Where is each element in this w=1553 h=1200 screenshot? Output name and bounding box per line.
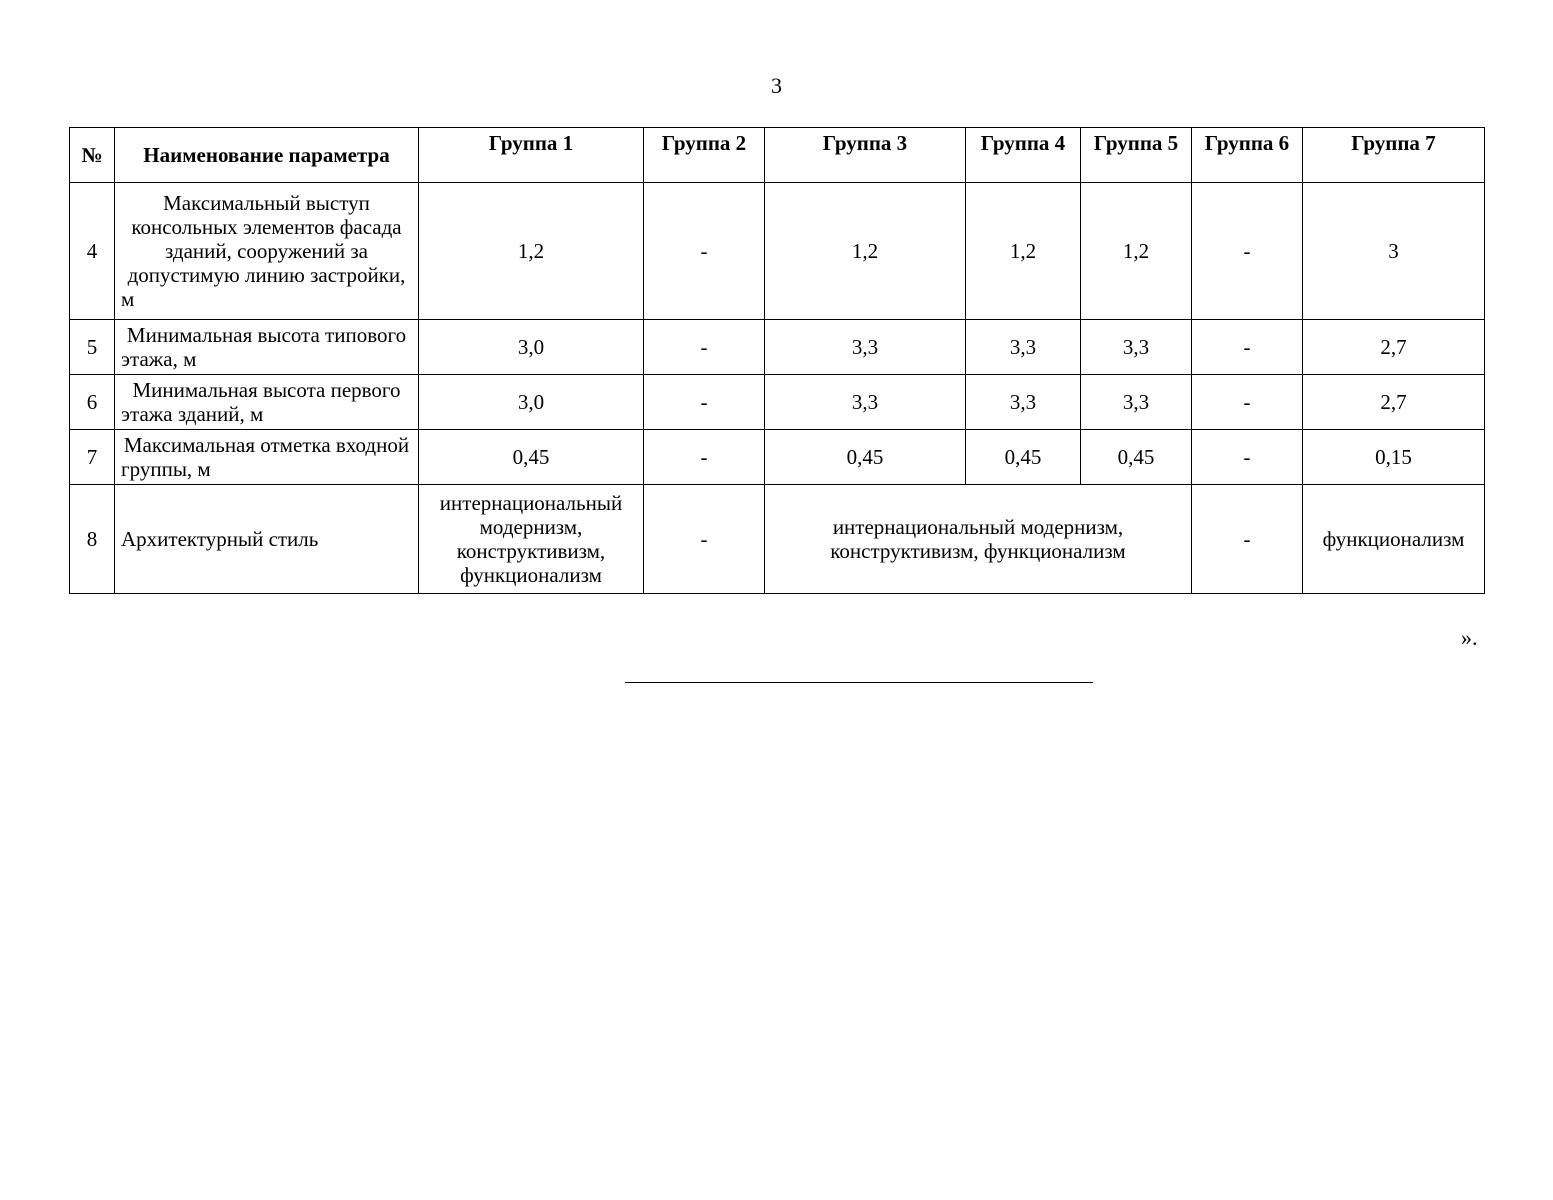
cell-group-4: 3,3 [966,375,1081,430]
header-group-3: Группа 3 [765,128,966,183]
cell-group-7: 3 [1303,183,1485,320]
cell-group-3: 3,3 [765,375,966,430]
header-group-1: Группа 1 [419,128,644,183]
parameter-name: Архитектурный стиль [115,485,419,594]
parameters-table [69,127,1485,594]
header-group-5: Группа 5 [1081,128,1192,183]
page-number: 3 [771,73,782,98]
cell-group-5: 0,45 [1081,430,1192,485]
row-number: 8 [70,485,115,594]
cell-group-7: 2,7 [1303,375,1485,430]
row-number: 6 [70,375,115,430]
cell-group-7: 0,15 [1303,430,1485,485]
cell-group-5: 3,3 [1081,375,1192,430]
cell-group-6: - [1192,430,1303,485]
cell-group-5: 3,3 [1081,320,1192,375]
cell-group-6: - [1192,485,1303,594]
table-row [70,183,1485,320]
table-row [70,375,1485,430]
parameter-name: Минимальная высота типового этажа, м [115,320,419,375]
header-number: № [70,128,115,183]
cell-group-6: - [1192,375,1303,430]
header-group-4: Группа 4 [966,128,1081,183]
row-number: 4 [70,183,115,320]
table-row [70,485,1485,594]
cell-group-6: - [1192,183,1303,320]
cell-group-5: 1,2 [1081,183,1192,320]
parameter-name: Максимальная отметка входной группы, м [115,430,419,485]
cell-group-7: функционализм [1303,485,1485,594]
closing-quote-mark: ». [1461,625,1478,650]
row-number: 5 [70,320,115,375]
table-header-row [70,128,1485,183]
header-group-2: Группа 2 [644,128,765,183]
header-parameter-name: Наименование параметра [115,128,419,183]
cell-group-1: 3,0 [419,320,644,375]
cell-group-2: - [644,430,765,485]
parameter-name: Минимальная высота первого этажа зданий, м [115,375,419,430]
row-number: 7 [70,430,115,485]
cell-group-6: - [1192,320,1303,375]
cell-group-1: 0,45 [419,430,644,485]
cell-groups-3-5: интернациональный модернизм, конструктивизм, функционализм [765,485,1192,594]
cell-group-7: 2,7 [1303,320,1485,375]
header-group-6: Группа 6 [1192,128,1303,183]
cell-group-2: - [644,320,765,375]
cell-group-4: 1,2 [966,183,1081,320]
header-group-7: Группа 7 [1303,128,1485,183]
cell-group-4: 3,3 [966,320,1081,375]
cell-group-4: 0,45 [966,430,1081,485]
cell-group-2: - [644,485,765,594]
table-row [70,430,1485,485]
cell-group-1: 1,2 [419,183,644,320]
cell-group-3: 0,45 [765,430,966,485]
cell-group-3: 3,3 [765,320,966,375]
cell-group-2: - [644,375,765,430]
cell-group-1: интернациональный модернизм, конструктивизм, функционализм [419,485,644,594]
parameter-name: Максимальный выступ консольных элементов фасада зданий, сооружений за допустимую линию застройки, м [115,183,419,320]
end-divider-line [625,682,1093,683]
table-row [70,320,1485,375]
cell-group-1: 3,0 [419,375,644,430]
cell-group-2: - [644,183,765,320]
cell-group-3: 1,2 [765,183,966,320]
